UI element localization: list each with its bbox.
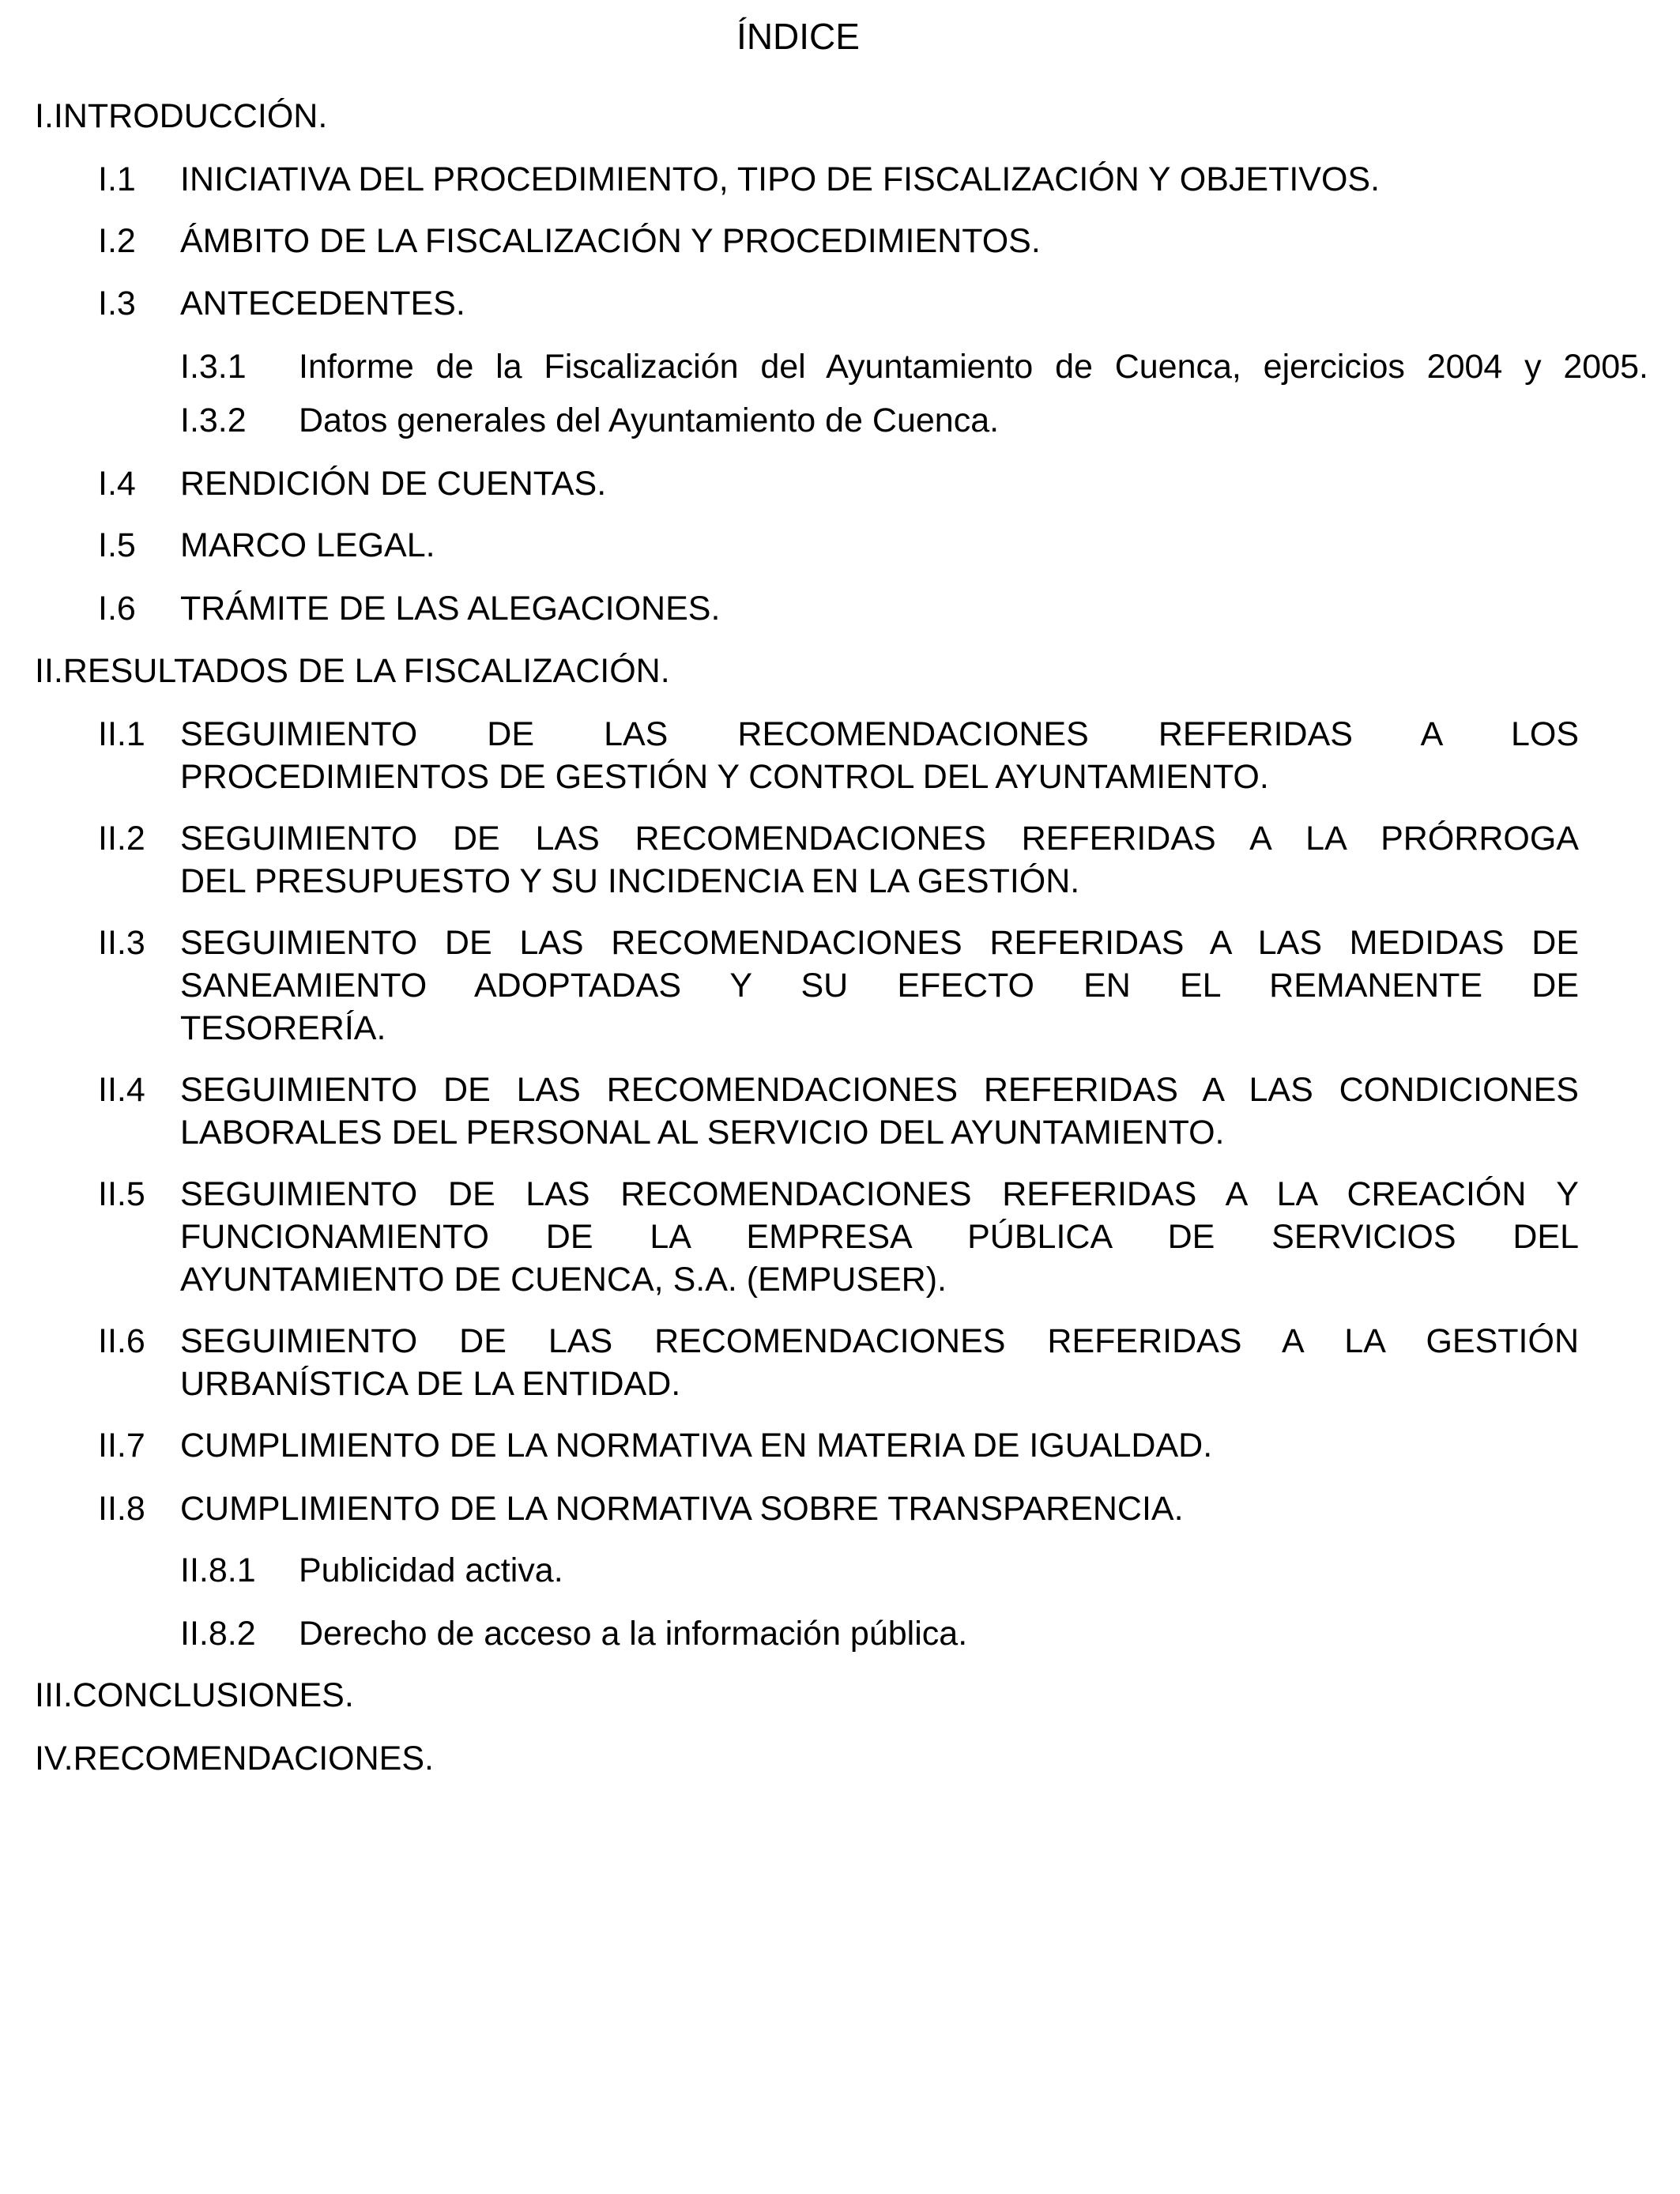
toc-text xyxy=(180,713,1579,798)
toc-item-1-1 xyxy=(0,158,1680,201)
toc-number: I.3 xyxy=(98,285,136,322)
toc-section-1: I.INTRODUCCIÓN. xyxy=(35,97,328,135)
toc-text-line: SEGUIMIENTO DE LAS RECOMENDACIONES REFERIDAS A LOS xyxy=(180,715,1579,753)
toc-text: RENDICIÓN DE CUENTAS. xyxy=(180,465,607,503)
toc-text xyxy=(180,1173,1579,1301)
toc-item-2-8-2 xyxy=(0,1612,1680,1655)
toc-number: II.8 xyxy=(98,1490,145,1528)
toc-number: I.3.1 xyxy=(180,348,247,386)
toc-text: ÁMBITO DE LA FISCALIZACIÓN Y PROCEDIMIENTOS. xyxy=(180,222,1041,260)
toc-item-2-8-1 xyxy=(0,1549,1680,1592)
toc-number: II.2 xyxy=(98,820,145,858)
toc-text-line: URBANÍSTICA DE LA ENTIDAD. xyxy=(180,1365,681,1403)
toc-text-line: AYUNTAMIENTO DE CUENCA, S.A. (EMPUSER). xyxy=(180,1261,947,1299)
toc-text-line: SEGUIMIENTO DE LAS RECOMENDACIONES REFERIDAS A LA CREACIÓN Y xyxy=(180,1175,1579,1213)
toc-number: I.6 xyxy=(98,590,136,628)
toc-number: II.8.2 xyxy=(180,1615,256,1653)
toc-text-line: SEGUIMIENTO DE LAS RECOMENDACIONES REFERIDAS A LAS MEDIDAS DE xyxy=(180,924,1579,962)
toc-text: Derecho de acceso a la información pública. xyxy=(299,1615,968,1653)
toc-text-line: DEL PRESUPUESTO Y SU INCIDENCIA EN LA GESTIÓN. xyxy=(180,862,1080,900)
toc-text xyxy=(180,922,1579,1050)
toc-item-1-3-2 xyxy=(0,399,1680,442)
toc-text: Datos generales del Ayuntamiento de Cuenca. xyxy=(299,401,1000,439)
toc-section-4: IV.RECOMENDACIONES. xyxy=(35,1740,434,1777)
toc-item-2-8 xyxy=(0,1487,1680,1530)
toc-text xyxy=(180,1069,1579,1154)
toc-text: MARCO LEGAL. xyxy=(180,526,435,564)
toc-text-line: TESORERÍA. xyxy=(180,1009,386,1047)
toc-number: II.4 xyxy=(98,1071,145,1109)
toc-text: Publicidad activa. xyxy=(299,1551,563,1589)
toc-item-1-3-1 xyxy=(0,345,1680,388)
toc-text: CUMPLIMIENTO DE LA NORMATIVA EN MATERIA DE IGUALDAD. xyxy=(180,1427,1213,1465)
toc-text-line: PROCEDIMIENTOS DE GESTIÓN Y CONTROL DEL AYUNTAMIENTO. xyxy=(180,758,1269,796)
toc-number: I.3.2 xyxy=(180,401,247,439)
toc-text-line: SANEAMIENTO ADOPTADAS Y SU EFECTO EN EL REMANENTE DE xyxy=(180,967,1579,1005)
toc-number: I.4 xyxy=(98,465,136,503)
toc-number: II.3 xyxy=(98,924,145,962)
toc-text-line: SEGUIMIENTO DE LAS RECOMENDACIONES REFERIDAS A LAS CONDICIONES xyxy=(180,1071,1579,1109)
toc-text-line: LABORALES DEL PERSONAL AL SERVICIO DEL AYUNTAMIENTO. xyxy=(180,1114,1225,1152)
toc-section-2: II.RESULTADOS DE LA FISCALIZACIÓN. xyxy=(35,652,670,690)
toc-number: II.7 xyxy=(98,1427,145,1465)
toc-number: II.6 xyxy=(98,1322,145,1360)
toc-item-1-6 xyxy=(0,587,1680,630)
toc-number: I.1 xyxy=(98,160,136,198)
toc-item-1-5 xyxy=(0,524,1680,567)
toc-text: TRÁMITE DE LAS ALEGACIONES. xyxy=(180,590,721,628)
toc-text xyxy=(180,817,1579,903)
toc-number: II.8.1 xyxy=(180,1551,256,1589)
toc-text: INICIATIVA DEL PROCEDIMIENTO, TIPO DE FISCALIZACIÓN Y OBJETIVOS. xyxy=(180,160,1381,198)
toc-number: I.2 xyxy=(98,222,136,260)
toc-text: CUMPLIMIENTO DE LA NORMATIVA SOBRE TRANSPARENCIA. xyxy=(180,1490,1184,1528)
toc-text: Informe de la Fiscalización del Ayuntamiento de Cuenca, ejercicios 2004 y 2005. xyxy=(299,348,1648,386)
toc-item-1-3 xyxy=(0,282,1680,325)
toc-number: I.5 xyxy=(98,526,136,564)
toc-number: II.1 xyxy=(98,715,145,753)
page-title: ÍNDICE xyxy=(736,16,860,57)
toc-number: II.5 xyxy=(98,1175,145,1213)
toc-text xyxy=(180,1320,1579,1405)
toc-text-line: SEGUIMIENTO DE LAS RECOMENDACIONES REFERIDAS A LA PRÓRROGA xyxy=(180,820,1579,858)
toc-text-line: FUNCIONAMIENTO DE LA EMPRESA PÚBLICA DE SERVICIOS DEL xyxy=(180,1218,1579,1256)
toc-section-3: III.CONCLUSIONES. xyxy=(35,1676,354,1714)
toc-text: ANTECEDENTES. xyxy=(180,285,465,322)
toc-item-1-4 xyxy=(0,462,1680,505)
toc-text-line: SEGUIMIENTO DE LAS RECOMENDACIONES REFERIDAS A LA GESTIÓN xyxy=(180,1322,1579,1360)
toc-item-1-2 xyxy=(0,220,1680,262)
toc-item-2-7 xyxy=(0,1424,1680,1467)
